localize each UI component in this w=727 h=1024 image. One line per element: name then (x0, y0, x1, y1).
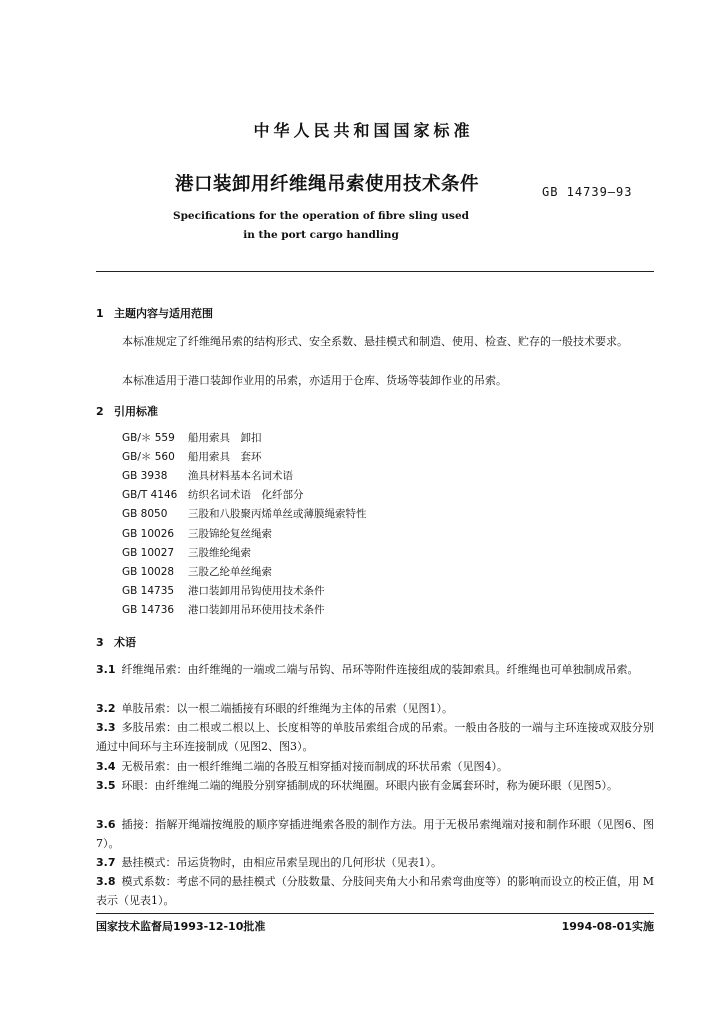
term-definition: 3.3 多肢吊索：由二根或二根以上、长度相等的单肢吊索组合成的吊索。一般由各肢的一端与主环连接或双肢分别通过中间环与主环连接制成（见图2、图3）。 (96, 721, 654, 753)
section-title: 术语 (114, 636, 136, 649)
term-definition: 3.1 纤维绳吊索：由纤维绳的一端或二端与吊钩、吊环等附件连接组成的装卸索具。纤维绳也可单独制成吊索。 (96, 663, 639, 676)
term-definition: 3.8 模式系数：考虑不同的悬挂模式（分肢数量、分肢间夹角大小和吊索弯曲度等）的影响而设立的校正值，用 M 表示（见表1）。 (96, 875, 654, 907)
paragraph-text: 本标准适用于港口装卸作业用的吊索，亦适用于仓库、货场等装卸作业的吊索。 (122, 374, 507, 387)
document-title-cn: 港口装卸用纤维绳吊索使用技术条件 (175, 174, 480, 195)
reference-item: GB 8050 三股和八股聚丙烯单丝或薄膜绳索特性 (122, 508, 367, 520)
reference-item: GB 10027 三股维纶绳索 (122, 547, 251, 559)
section-1-heading (96, 305, 213, 321)
term-definition: 3.6 插接：指解开绳端按绳股的顺序穿插进绳索各股的制作方法。用于无极吊索绳端对接和制作环眼（见图6、图7）。 (96, 818, 654, 850)
reference-item: GB 3938 渔具材料基本名词术语 (122, 470, 293, 482)
section-3-heading (96, 634, 136, 650)
term-definition: 3.4 无极吊索：由一根纤维绳二端的各股互相穿插对接而制成的环状吊索（见图4）。 (96, 760, 508, 773)
approval-line: 国家技术监督局1993-12-10批准 (96, 920, 266, 933)
footer-divider (96, 913, 654, 914)
section-2-heading (96, 403, 158, 419)
section-1-para-1 (96, 332, 654, 351)
section-title: 主题内容与适用范围 (114, 307, 213, 320)
section-number: 2 (96, 405, 104, 418)
term-definition: 3.7 悬挂模式：吊运货物时，由相应吊索呈现出的几何形状（见表1）。 (96, 856, 442, 869)
document-title-en (0, 207, 642, 245)
implementation-date: 1994-08-01实施 (561, 920, 654, 933)
term-definition: 3.2 单肢吊索：以一根二端插接有环眼的纤维绳为主体的吊索（见图1）。 (96, 702, 453, 715)
term-definition: 3.5 环眼：由纤维绳二端的绳股分别穿插制成的环状绳圈。环眼内嵌有金属套环时，称为硬环眼（见图5）。 (96, 779, 618, 792)
title-en-line1: Specifications for the operation of fibre sling used (173, 210, 469, 222)
reference-item: GB 10028 三股乙纶单丝绳索 (122, 566, 272, 578)
standard-number: GB 14739—93 (542, 185, 633, 199)
reference-item: GB 14735 港口装卸用吊钩使用技术条件 (122, 585, 325, 597)
paragraph-text: 本标准规定了纤维绳吊索的结构形式、安全系数、悬挂模式和制造、使用、检查、贮存的一般技术要求。 (122, 335, 628, 348)
title-en-line2: in the port cargo handling (243, 229, 399, 241)
reference-item: GB/T 4146 纺织名词术语 化纤部分 (122, 489, 304, 501)
reference-item: GB/＊ 560 船用索具 套环 (122, 451, 262, 463)
national-standard-heading: 中华人民共和国国家标准 (253, 121, 474, 140)
reference-item: GB 14736 港口装卸用吊环使用技术条件 (122, 604, 325, 616)
section-number: 1 (96, 307, 104, 320)
section-number: 3 (96, 636, 104, 649)
reference-item: GB/＊ 559 船用索具 卸扣 (122, 432, 262, 444)
reference-item: GB 10026 三股锦纶复丝绳索 (122, 528, 272, 540)
section-title: 引用标准 (114, 405, 158, 418)
header-divider (96, 271, 654, 272)
section-1-para-2 (96, 371, 654, 390)
